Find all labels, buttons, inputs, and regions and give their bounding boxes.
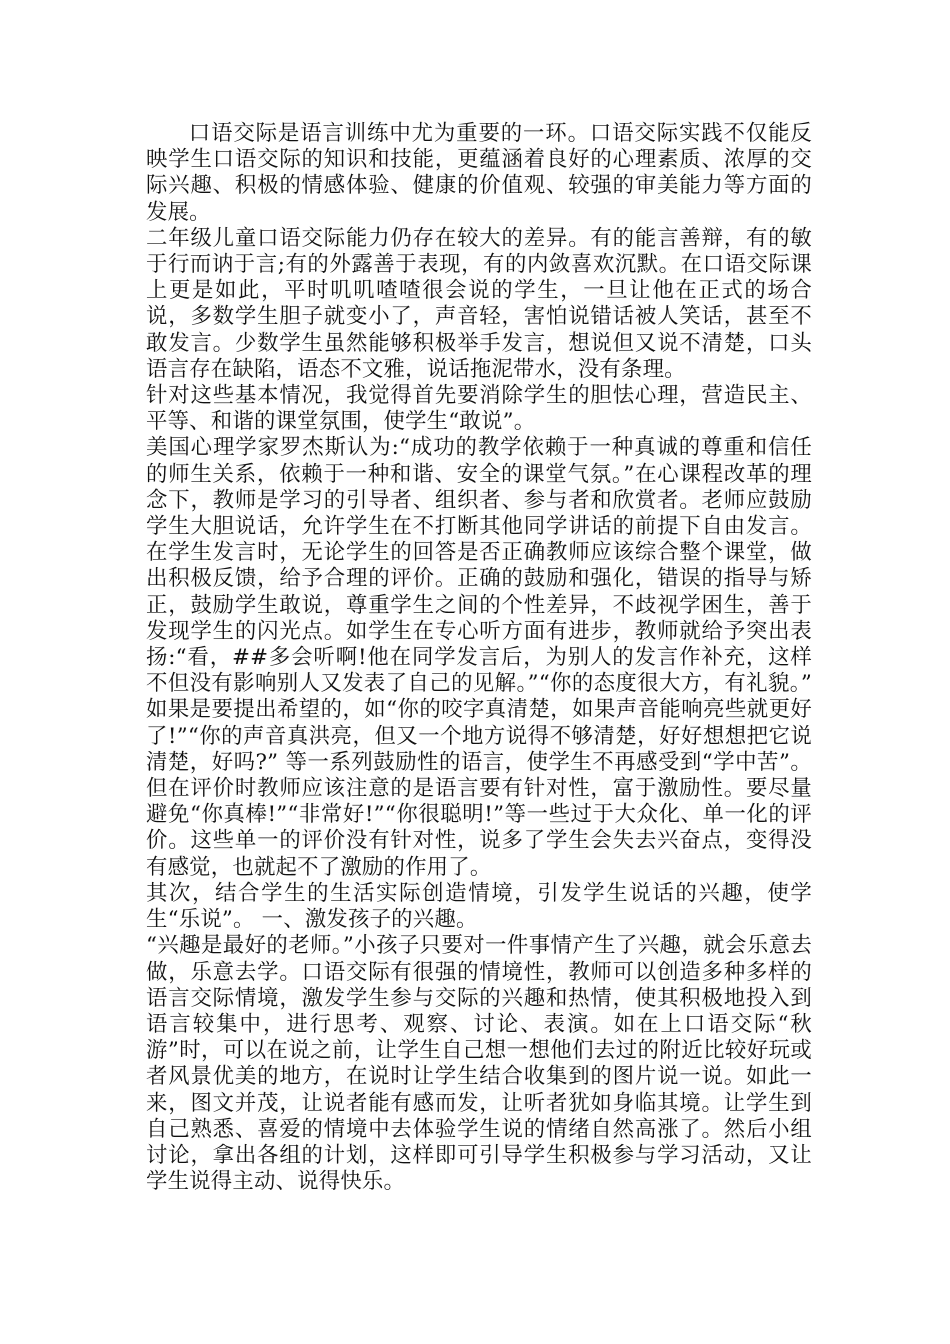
paragraph-1: 口语交际是语言训练中尤为重要的一环。口语交际实践不仅能反映学生口语交际的知识和技能，更蕴涵着良好的心理素质、浓厚的交际兴趣、积极的情感体验、健康的价值观、较强的审美能力等方面的发展。 bbox=[146, 121, 812, 225]
document-body bbox=[146, 121, 812, 1195]
paragraph-3: 针对这些基本情况，我觉得首先要消除学生的胆怯心理，营造民主、平等、和谐的课堂氛围，使学生“敢说”。 bbox=[146, 383, 812, 435]
paragraph-4: 美国心理学家罗杰斯认为:“成功的教学依赖于一种真诚的尊重和信任的师生关系，依赖于一种和谐、安全的课堂气氛。”在心课程改革的理念下，教师是学习的引导者、组织者、参与者和欣赏者。老师应鼓励学生大胆说话，允许学生在不打断其他同学讲话的前提下自由发言。在学生发言时，无论学生的回答是否正确教师应该综合整个课堂，做出积极反馈，给予合理的评价。正确的鼓励和强化，错误的指导与矫正，鼓励学生敢说，尊重学生之间的个性差异，不歧视学困生，善于发现学生的闪光点。如学生在专心听方面有进步，教师就给予突出表扬:“看，##多会听啊!他在同学发言后，为别人的发言作补充，这样不但没有影响别人又发表了自己的见解。”“你的态度很大方，有礼貌。” 如果是要提出希望的，如“你的咬字真清楚，如果声音能响亮些就更好了!”“你的声音真洪亮，但又一个地方说得不够清楚，好好想想把它说清楚，好吗?” 等一系列鼓励性的语言，使学生不再感受到“学中苦”。但在评价时教师应该注意的是语言要有针对性，富于激励性。要尽量避免“你真棒!”“非常好!”“你很聪明!”等一些过于大众化、单一化的评价。这些单一的评价没有针对性，说多了学生会失去兴奋点，变得没有感觉，也就起不了激励的作用了。 bbox=[146, 435, 812, 880]
paragraph-2: 二年级儿童口语交际能力仍存在较大的差异。有的能言善辩，有的敏于行而讷于言;有的外露善于表现，有的内敛喜欢沉默。在口语交际课上更是如此，平时叽叽喳喳很会说的学生，一旦让他在正式的场合说，多数学生胆子就变小了，声音轻，害怕说错话被人笑话，甚至不敢发言。少数学生虽然能够积极举手发言，想说但又说不清楚，口头语言存在缺陷，语态不文雅，说话拖泥带水，没有条理。 bbox=[146, 225, 812, 382]
paragraph-6: “兴趣是最好的老师。”小孩子只要对一件事情产生了兴趣，就会乐意去做，乐意去学。口语交际有很强的情境性，教师可以创造多种多样的语言交际情境，激发学生参与交际的兴趣和热情，使其积极地投入到语言较集中，进行思考、观察、讨论、表演。如在上口语交际“秋游”时，可以在说之前，让学生自己想一想他们去过的附近比较好玩或者风景优美的地方，在说时让学生结合收集到的图片说一说。如此一来，图文并茂，让说者能有感而发，让听者犹如身临其境。让学生到自己熟悉、喜爱的情境中去体验学生说的情绪自然高涨了。然后小组讨论，拿出各组的计划，这样即可引导学生积极参与学习活动，又让学生说得主动、说得快乐。 bbox=[146, 933, 812, 1195]
paragraph-5: 其次，结合学生的生活实际创造情境，引发学生说话的兴趣，使学生“乐说”。 一、激发孩子的兴趣。 bbox=[146, 880, 812, 933]
